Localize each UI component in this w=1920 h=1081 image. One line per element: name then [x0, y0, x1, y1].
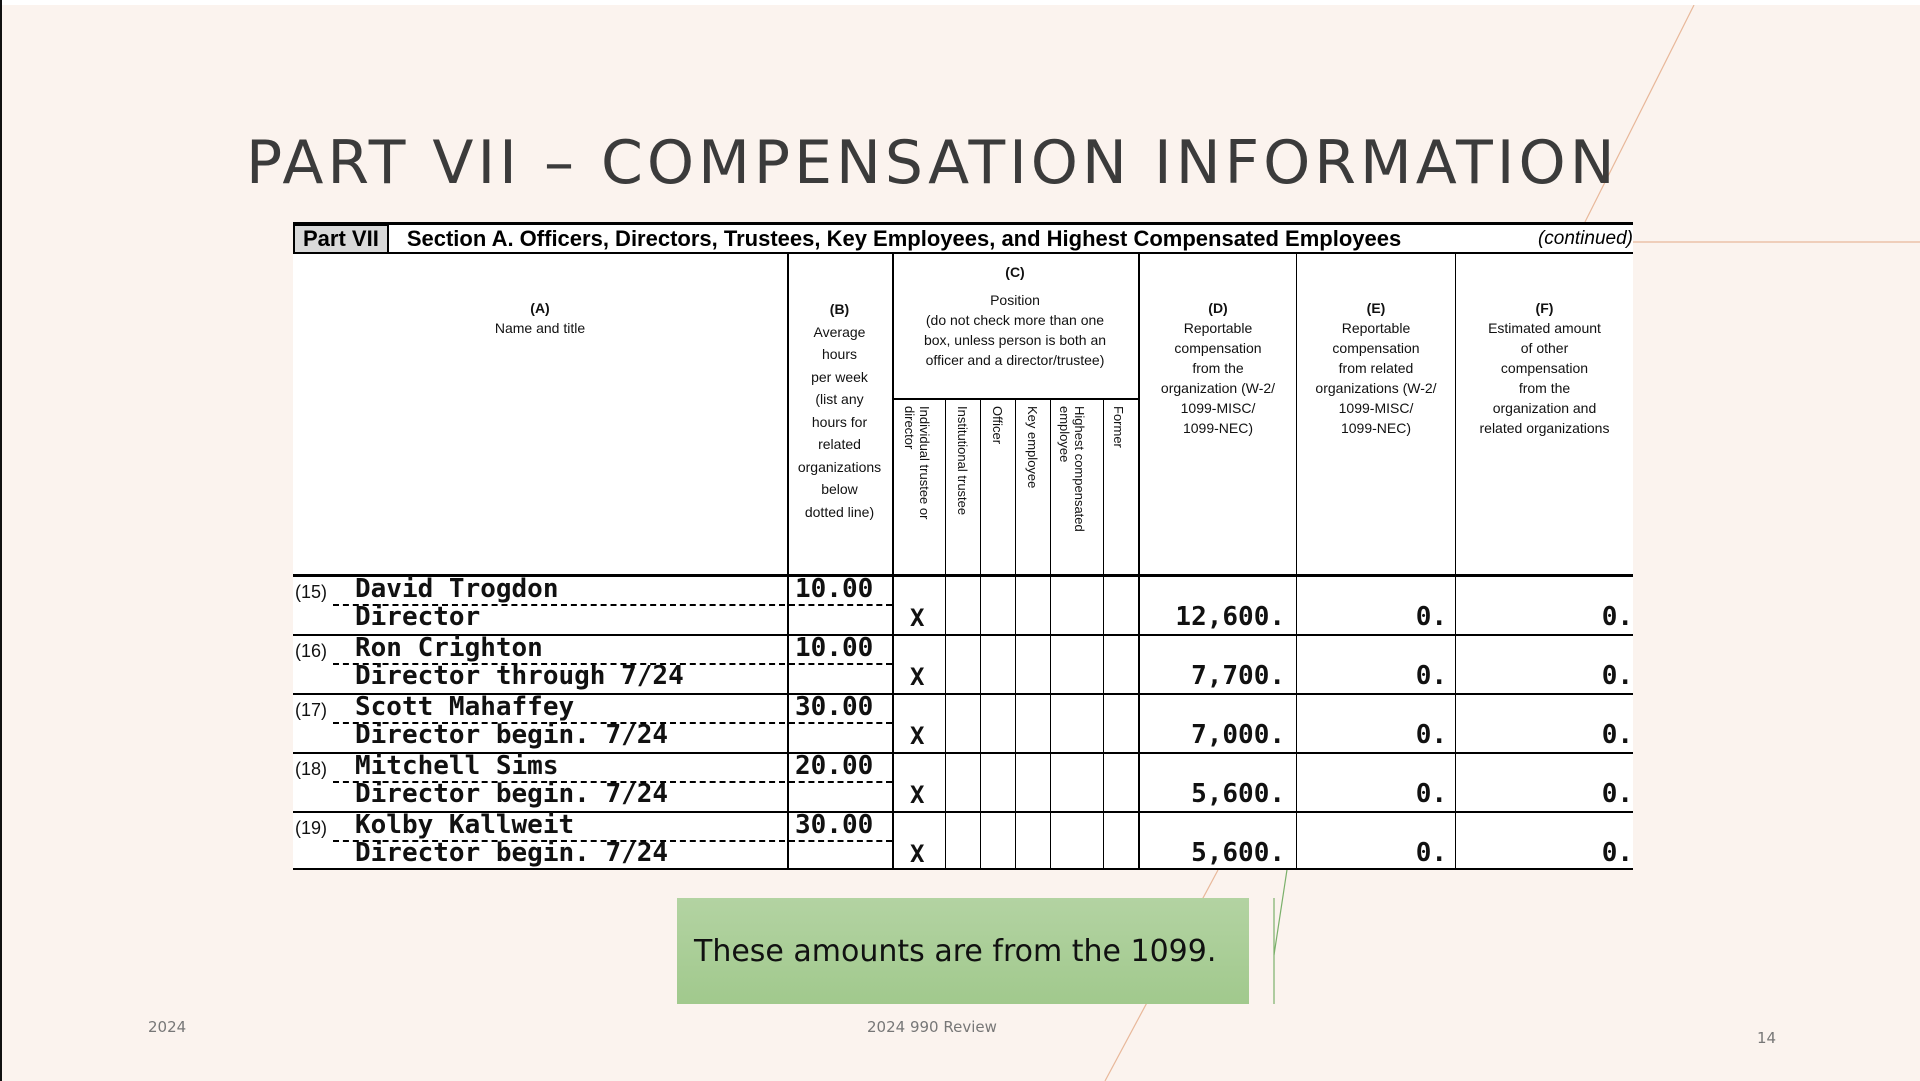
col-a-header: (A) Name and title	[494, 300, 586, 336]
subcol-individual-trustee: Individual trustee or director	[902, 406, 932, 520]
subcol-institutional-trustee: Institutional trustee	[955, 406, 970, 516]
left-edge	[0, 0, 2, 1081]
callout-text: These amounts are from the 1099.	[694, 933, 1217, 969]
row-separator	[293, 868, 1633, 870]
subcol-highest-compensated: Highest compensated employee	[1057, 406, 1087, 532]
col-e-header: (E) Reportable compensation from related organizations (W-2/ 1099-MISC/ 1099-NEC)	[1315, 300, 1437, 436]
col-d-header: (D) Reportable compensation from the organization (W-2/ 1099-MISC/ 1099-NEC)	[1160, 300, 1276, 436]
subcol-officer: Officer	[990, 406, 1005, 445]
col-b-header: (B) Average hours per week (list any hours for related organizations below dotted line)	[797, 301, 882, 520]
continued-label: (continued)	[1537, 227, 1633, 249]
form-990-part-vii: Part VII Section A. Officers, Directors, Trustees, Key Employees, and Highest Compensated Employees (continued) (A) Name and title (B) Average hours per week (list any hours for related organizations below dotted line) (C) Position (do not check more than one box, unless person is both an officer and a director/trustee) (D) Reportable compensation from the organization (W-2/ 1099-MISC/ 1099-NEC) (E) Reportable compensation from related organizations (W-2/ 1099-MISC/ 1099-NEC) (F) Estimated amount of other compensation from the organization and related organizations Individual trustee or director Institutional trustee Officer Key employee Highest compensated employee Former (15) David Trogdon Director 10.00 X 12,600. 0. 0. (16) Ron Crighton Director through 7/24 10.00 X 7,700. 0. 0. (17) Scott Mahaffey Director begin. 7/24 30.00 X 7,000. 0. 0. (18) Mitchell Sims Director begin. 7/24 20.00 X 5,600. 0. 0. (19) Kolby Kallweit Director begin. 7/24 30.00 X 5,600. 0. 0.	[293, 222, 1633, 870]
col-f-header: (F) Estimated amount of other compensation from the organization and related organizations	[1479, 300, 1610, 436]
subcol-key-employee: Key employee	[1025, 406, 1040, 489]
callout-note	[677, 898, 1249, 1004]
subcol-former: Former	[1111, 406, 1126, 448]
page-number: 14	[1757, 1029, 1777, 1047]
form-header	[293, 222, 1633, 254]
footer-year: 2024	[148, 1018, 187, 1036]
part-label: Part VII	[293, 224, 389, 254]
section-title: Section A. Officers, Directors, Trustees, Key Employees, and Highest Compensated Employees	[406, 225, 1402, 251]
col-c-header: (C) Position (do not check more than one box, unless person is both an officer and a director/trustee)	[923, 264, 1107, 368]
footer-title: 2024 990 Review	[867, 1018, 997, 1036]
slide-title: PART VII – COMPENSATION INFORMATION	[246, 128, 1619, 198]
top-edge	[0, 0, 1920, 5]
